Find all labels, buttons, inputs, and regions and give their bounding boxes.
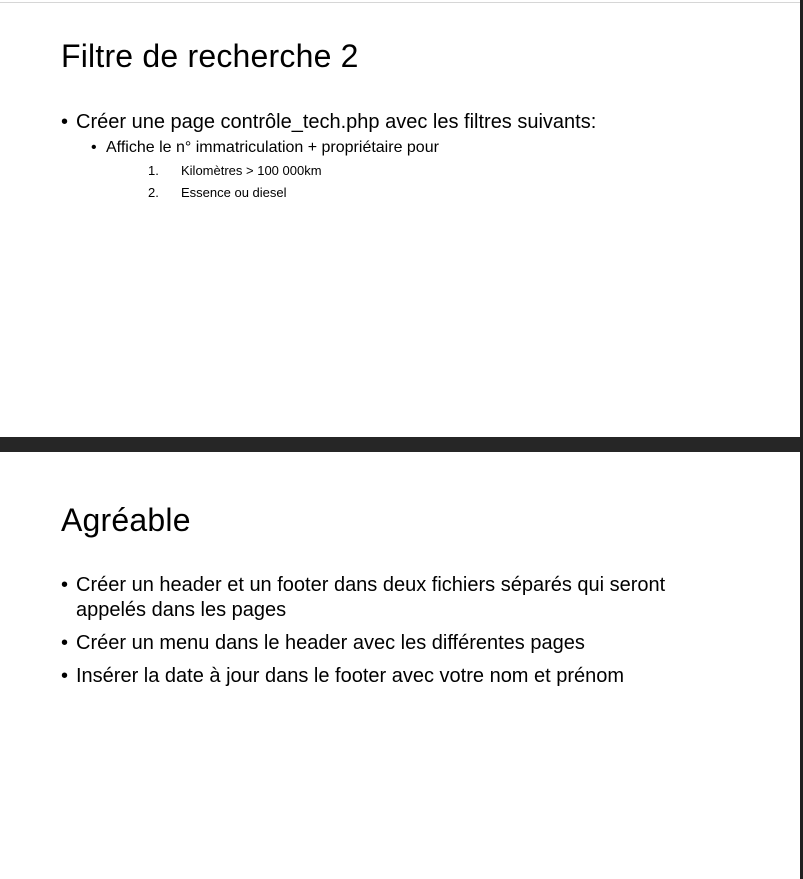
slide-separator — [0, 437, 803, 452]
bullet-list — [61, 110, 596, 204]
bullet-item: • Créer un menu dans le header avec les différentes pages — [61, 631, 736, 656]
bullet-list — [61, 573, 736, 697]
numbered-item — [106, 182, 596, 204]
item-number: 2. — [148, 185, 159, 200]
item-number: 1. — [148, 163, 159, 178]
sub-bullet-text: Affiche le n° immatriculation + propriétaire pour — [106, 139, 439, 156]
item-text: Essence ou diesel — [181, 185, 287, 200]
numbered-list — [106, 160, 596, 204]
slide-agreable — [0, 452, 800, 879]
numbered-item — [106, 160, 596, 182]
bullet-item — [61, 110, 596, 204]
slide-filtre-de-recherche — [0, 2, 800, 437]
item-text: Kilomètres > 100 000km — [181, 163, 322, 178]
slide-title: Filtre de recherche 2 — [61, 38, 359, 74]
slide-title: Agréable — [61, 502, 191, 538]
bullet-item: • Insérer la date à jour dans le footer avec votre nom et prénom — [61, 664, 736, 689]
bullet-item: • Créer un header et un footer dans deux fichiers séparés qui seront appelés dans les pages — [61, 573, 736, 623]
sub-bullet-item — [76, 137, 596, 204]
bullet-text: Créer une page contrôle_tech.php avec les filtres suivants: — [76, 111, 597, 133]
sub-bullet-list — [76, 137, 596, 204]
